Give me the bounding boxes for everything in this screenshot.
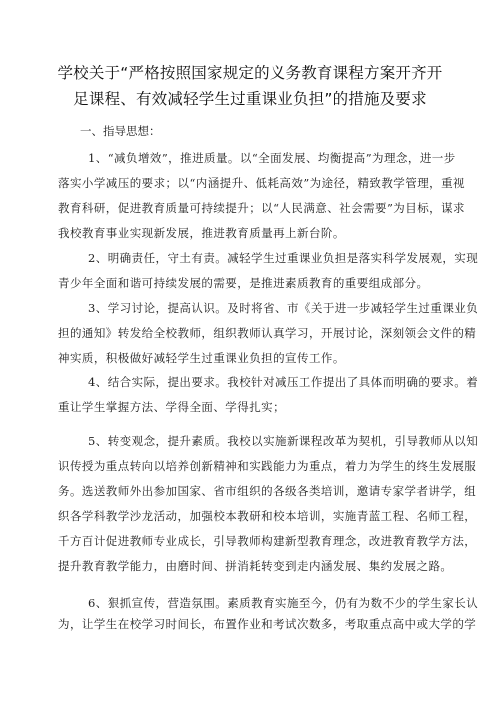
paragraph-line: 1、“减负增效”，推进质量。以“全面发展、均衡提高”为理念，进一步	[88, 151, 456, 165]
paragraph-line: 我校教育事业实现新发展，推进教育质量再上新台阶。	[58, 226, 345, 240]
paragraph-line: 提升教育教学能力，由磨时间、拼消耗转变到走内涵发展、集约发展之路。	[58, 559, 453, 573]
paragraph-line: 青少年全面和谐可持续发展的需要，是推进素质教育的重要组成部分。	[58, 276, 429, 290]
paragraph-line: 千方百计促进教师专业成长，引导教师构建新型教育理念，改进教育教学方法，	[58, 534, 477, 548]
title-line: 学校关于“严格按照国家规定的义务教育课程方案开齐开	[57, 64, 443, 82]
paragraph-line: 4、结合实际，提出要求。我校针对减压工作提出了具体而明确的要求。着	[88, 375, 479, 389]
paragraph-line: 教育科研，促进教育质量可持续提升；以“人民满意、社会需要”为目标，谋求	[58, 201, 466, 215]
paragraph-line: 神实质，积极做好减轻学生过重课业负担的宣传工作。	[58, 351, 345, 365]
paragraph-line: 识传授为重点转向以培养创新精神和实践能力为重点，着力为学生的终生发展服	[58, 459, 477, 473]
paragraph-line: 织各学科教学沙龙活动，加强校本教研和校本培训，实施青蓝工程、名师工程，	[58, 509, 477, 523]
paragraph-line: 为，让学生在校学习时间长，布置作业和考试次数多，考取重点高中或大学的学	[58, 617, 477, 631]
section-heading: 一、指导思想：	[80, 124, 161, 138]
paragraph-line: 落实小学减压的要求；以“内涵提升、低耗高效”为途径，精致教学管理，重视	[58, 176, 466, 190]
paragraph-line: 5、转变观念，提升素质。我校以实施新课程改革为契机，引导教师从以知	[88, 434, 479, 448]
paragraph-line: 6、狠抓宣传，营造氛围。素质教育实施至今，仍有为数不少的学生家长认	[88, 596, 479, 610]
paragraph-line: 2、明确责任，守土有责。减轻学生过重课业负担是落实科学发展观，实现	[88, 251, 479, 265]
title-line: 足课程、有效减轻学生过重课业负担”的措施及要求	[73, 90, 427, 108]
paragraph-line: 3、学习讨论，提高认识。及时将省、市《关于进一步减轻学生过重课业负	[88, 301, 479, 315]
paragraph-line: 务。选送教师外出参加国家、省市组织的各级各类培训，邀请专家学者讲学，组	[58, 484, 477, 498]
document-title	[40, 60, 460, 112]
paragraph-line: 担的通知》转发给全校教师，组织教师认真学习，开展讨论，深刻领会文件的精	[58, 326, 477, 340]
paragraph-line: 重让学生掌握方法、学得全面、学得扎实；	[58, 400, 286, 414]
